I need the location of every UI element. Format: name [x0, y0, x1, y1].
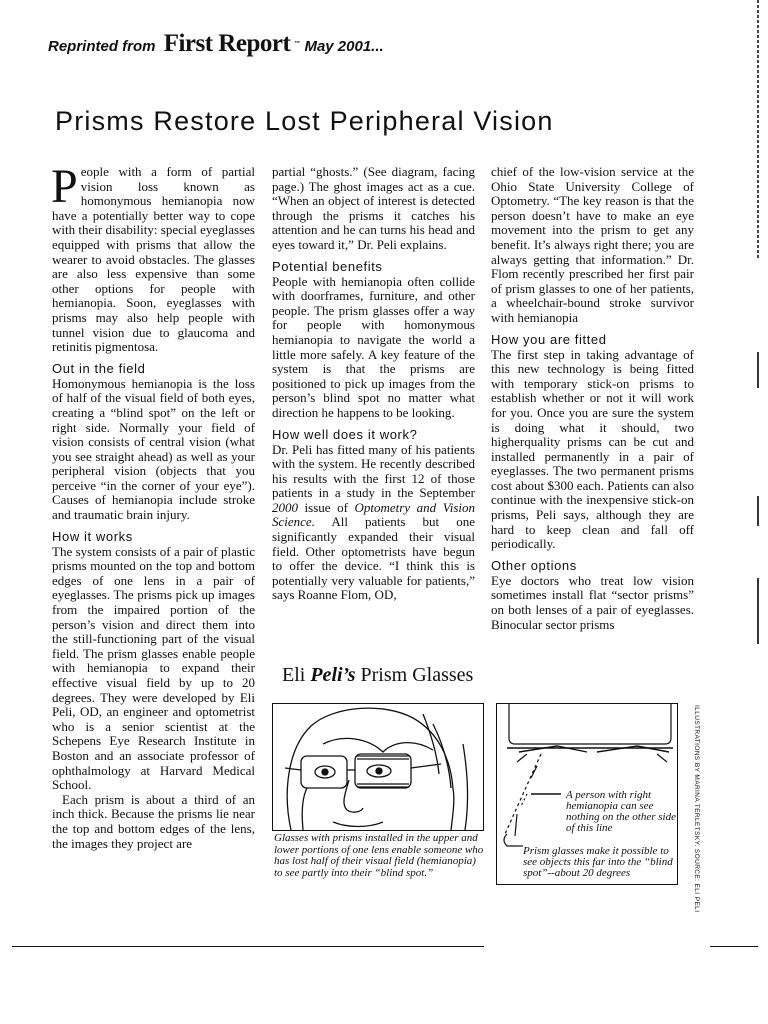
heading-how-you-are-fitted: How you are fitted	[491, 331, 607, 347]
works-paragraph: The system consists of a pair of plastic prisms mounted on the top and bottom edges of one lens in a pair of eyeglasses. The prisms pick up images from the impaired portion of the person’s vision and direct them into the still-functioning part of the visual field. The prism glasses enable people with hemianopia to expand their effective visual field by up to 20 degrees. They were developed by Eli Peli, OD, an engineer and optometrist who is a senior scientist at the Schepens Eye Research Institute in Boston and an associate professor of ophthalmology at Harvard Medical School.	[52, 543, 255, 793]
face-with-glasses-drawing	[273, 704, 483, 830]
field-paragraph: Homonymous hemianopia is the loss of half of the visual field of both eyes, creating a “blind spot” on the left or right side. Normally your field of vision consists of central vision (what you see straight ahead) as well as your peripheral vision (objects that you perceive “in the corner of your eye”). Causes of hemianopia include stroke and traumatic brain injury.	[52, 375, 255, 523]
heading-potential-benefits: Potential benefits	[272, 258, 383, 274]
fitted-paragraph: The first step in taking advantage of this new technology is being fitted with temporary stick-on prisms to establish whether or not it will work for you. Once you are sure the system is doing what it should, two higherquality prisms can be cut and installed permanently in a pair of eyeglasses. The two permanent prisms cost about $300 each. Patients can also continue with the inexpensive stick-on prisms, Peli says, although they are hard to keep clean and fall off periodically.	[491, 346, 694, 552]
header-date: May 2001...	[304, 38, 384, 55]
annotation-twenty-degrees: Prism glasses make it possible to see objects this far into the “blind spot”--about 20 degrees	[523, 845, 673, 879]
face-illustration	[272, 703, 484, 831]
column-3	[491, 165, 694, 632]
page-edge-mark-3	[757, 578, 759, 644]
heading-how-it-works: How it works	[52, 528, 133, 544]
illustration-credit: ILLUSTRATIONS BY MARINA TERLETSKY. SOURCE: ELI PELI	[693, 705, 700, 913]
flom-paragraph: chief of the low-vision service at the Ohio State University College of Optometry. “The key reason is that the person doesn’t have to make an eye movement into the prism to get any benefit. It’s always right there; you are always getting that information.” Dr. Flom recently prescribed her first pair of prism glasses to one of her patients, a wheelchair-bound stroke survivor with hemianopia	[491, 164, 694, 325]
reprint-header	[48, 30, 384, 58]
other-options-paragraph: Eye doctors who treat low vision sometimes install flat “sector prisms” on both lenses of a pair of eyeglasses. Binocular sector prisms	[491, 572, 694, 632]
benefits-paragraph: People with hemianopia often collide with doorframes, furniture, and other people. The prism glasses offer a way for people with homonymous hemianopia to navigate the world a little more safely. A key feature of the system is that the prisms are positioned to pick up images from the person’s blind spot no matter what direction he happens to be looking.	[272, 273, 475, 420]
bottom-rule-right	[710, 946, 758, 947]
figure-title: Eli Peli’s Prism Glasses	[282, 664, 474, 686]
annotation-hemianopia-line: A person with right hemianopia can see nothing on the other side of this line	[566, 789, 676, 834]
heading-how-well: How well does it work?	[272, 426, 418, 442]
column-2	[272, 165, 475, 603]
header-prefix: Reprinted from	[48, 38, 156, 55]
prism-thickness-paragraph: Each prism is about a third of an inch thick. Because the prisms lie near the top and bottom edges of the lens, the images they project are	[52, 791, 255, 851]
intro-paragraph: People with a form of partial vision loss known as homonymous hemianopia now have a potentially better way to cope with their disability: special eyeglasses equipped with prisms that allow the wearer to avoid obstacles. The glasses are also less expensive than some other options for people with hemianopia. Soon, eyeglasses with prisms may also help people with tunnel vision due to glaucoma and retinitis pigmentosa.	[51, 160, 255, 355]
page-edge-shading	[757, 0, 759, 260]
drop-cap: P	[51, 160, 78, 213]
results-paragraph: Dr. Peli has fitted many of his patients with the system. He recently described his results with the first 12 of those patients in a study in the September 2000 issue of Optometry and Vision Science. All patients but one significantly expanded their visual field. Other optometrists have begun to offer the device. “I think this is potentially very valuable for patients,” says Roanne Flom, OD,	[272, 441, 475, 603]
heading-out-in-the-field: Out in the field	[52, 360, 146, 376]
page-edge-mark-2	[757, 496, 759, 526]
heading-other-options: Other options	[491, 557, 577, 573]
figure-caption: Glasses with prisms installed in the upper and lower portions of one lens enable someone who has lost half of their visual field (hemianopia) to see partly into their “blind spot.”	[274, 832, 484, 879]
trademark-mark: ™	[294, 41, 301, 47]
page-edge-mark-1	[757, 352, 759, 388]
publication-brand: First Report	[163, 30, 291, 57]
column-1	[51, 160, 255, 851]
bottom-rule	[12, 946, 484, 947]
article-title: Prisms Restore Lost Peripheral Vision	[55, 106, 554, 137]
ghosts-paragraph: partial “ghosts.” (See diagram, facing page.) The ghost images act as a cue. “When an object of interest is detected through the prisms it catches his attention and he can turns his head and eyes toward it,” Dr. Peli explains.	[272, 164, 475, 252]
journal-name: Optometry and Vision Science.	[272, 499, 475, 530]
